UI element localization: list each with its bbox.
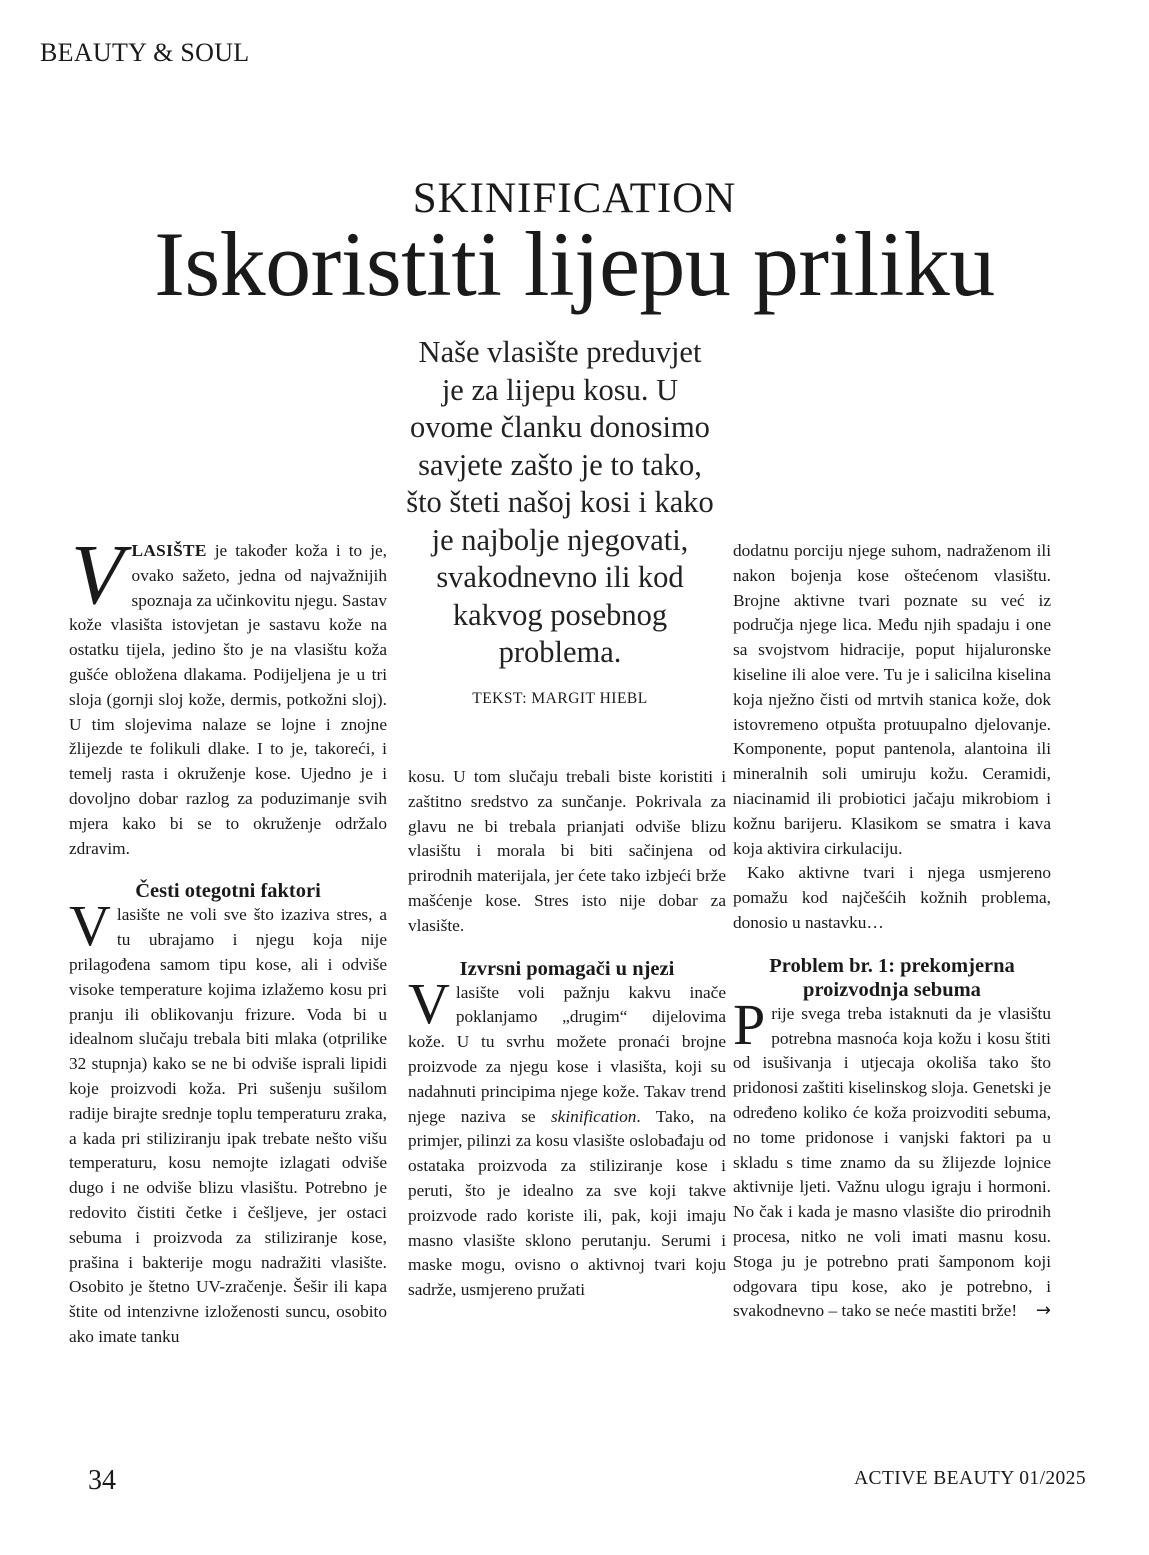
subheading-helpers: Izvrsni pomagači u njezi [459,957,675,980]
drop-cap: V [71,526,124,622]
subheading-factors: Česti otegotni faktori [135,880,321,903]
article-lead: Naše vlasište preduvjet je za lijepu kosu. U ovome članku donosimo savjete zašto je to tako, što šteti našoj kosi i kako je najbolje njegovati, svakodnevno ili kod kakvog posebnog problema. [406,335,714,669]
paragraph-text: lasište voli pažnju kakvu inače poklanjamo „drugim“ dijelovima kože. U tu svrhu možete pronaći brojne proizvode za njegu kose i vlasišta, koji su nadahnuti principima njege kože. Takav trend njege naziva se [408,982,726,1126]
article-title: Iskoristiti lijepu priliku [154,213,995,315]
magazine-issue: ACTIVE BEAUTY 01/2025 [854,1468,1086,1489]
intro-paragraph [69,526,387,861]
column-1 [69,526,387,1350]
paragraph-helpers [408,970,726,1303]
paragraph-active-ingredients: dodatnu porciju njege suhom, nadraženom ili nakon bojenja kose oštećenom vlasištu. Brojne aktivne tvari poznate su već iz područja njege lica. Među njih spadaju i one sa svojstvom hidracije, poput hijaluronske kiseline ili aloe vere. Tu je i salicilna kiselina koja nježno čisti od mrtvih stanica kože, dok istovremeno otpušta protuupalno djelovanje. Komponente, poput pantenola, alantoina ili mineralnih soli umiruju kožu. Ceramidi, niacinamid ili probiotici jačaju mikrobiom i kožnu barijeru. Klasikom se smatra i kava koja aktivira cirkulaciju. [733,541,1051,858]
drop-cap: P [733,991,766,1057]
drop-cap: V [69,893,111,959]
page-number: 34 [88,1465,116,1496]
paragraph-text: . Tako, na primjer, pilinzi za kosu vlasište oslobađaju od ostataka proizvoda za stiliziranje kose i peruti, što je idealno za sve koji takve proizvode rado koriste ili, pak, koji imaju masno vlasište sklono perutanju. Serumi i maske mogu, ovisno o aktivnoj tvari koju sadrže, usmjereno pružati [408,1106,726,1300]
paragraph-continued: kosu. U tom slučaju trebali biste koristiti i zaštitno sredstvo za sunčanje. Pokrivala za glavu ne bi trebala prianjati odviše blizu vlasištu i morala bi biti sačinjena od prirodnih materijala, jer ćete tako izbjeći brže mašćenje kose. Stres isto nije dobar za vlasište. [408,767,726,935]
paragraph-text: lasište ne voli sve što izaziva stres, a tu ubrajamo i njegu koja nije prilagođena samom tipu kose, ali i odviše visoke temperature kojima izlažemo kosu pri pranju ili oblikovanju frizure. Voda bi u idealnom slučaju trebala biti mlaka (otprilike 32 stupnja) kako se ne bi odviše isprali lipidi koje proizvodi koža. Pri sušenju sušilom radije birajte srednje toplu temperaturu zraka, a kada pri stiliziranju ipak trebate nešto višu temperaturu, kosu nemojte izlagati odviše dugo i ne odviše blizu vlasištu. Potrebno je redovito čistiti četke i češljeve, jer ostaci sebuma i proizvoda za stiliziranje kose, prašina i bakterije mogu nadražiti vlasište. Osobito je štetno UV-zračenje. Šešir ili kapa štite od intenzivne izloženosti suncu, osobito ako imate tanku [69,905,387,1346]
paragraph-transition: Kako aktivne tvari i njega usmjereno pomažu kod najčešćih kožnih problema, donosio u nastavku… [733,863,1051,932]
article-byline: TEKST: MARGIT HIEBL [472,690,648,707]
paragraph-factors [69,893,387,1349]
article-kicker: SKINIFICATION [412,175,737,222]
column-3 [733,539,1051,1324]
intro-text: je također koža i to je, ovako sažeto, jedna od najvažnijih spoznaja za učinkovitu njegu. Sastav kože vlasišta istovjetan je sastavu kože na ostatku tijela, jedino što je na vlasištu koža gušće obložena dlakama. Podijeljena je u tri sloja (gornji sloj kože, dermis, potkožni sloj). U tim slojevima nalaze se lojne i znojne žlijezde te folikuli dlake. I to je, takoreći, i temelj rasta i okruženje kose. Ujedno je i dovoljno dobar razlog za poduzimanje svih mjera kako bi se to okruženje održalo zdravim. [69,541,387,858]
column-2 [408,765,726,1303]
emphasis-term: skinification [550,1106,637,1126]
drop-cap: V [408,970,450,1036]
subheading-problem-1: Problem br. 1: prekomjerna proizvodnja sebuma [769,954,1015,1001]
intro-word: LASIŠTE [131,541,207,560]
paragraph-sebum [733,991,1051,1324]
continue-arrow-icon: → [1035,1300,1051,1322]
section-label: BEAUTY & SOUL [40,38,250,67]
paragraph-text: rije svega treba istaknuti da je vlasištu potrebna masnoća koja kožu i kosu štiti od isušivanja i utjecaja okoliša tako što pridonosi zaštiti kiselinskog sloja. Genetski je određeno koliko će koža proizvoditi sebuma, no tome pridonose i vanjski faktori pa u skladu s time znamo da su žlijezde lojnice aktivnije ljeti. Važnu ulogu igraju i hormoni. No čak i kada je masno vlasište dio prirodnih procesa, nitko ne voli imati masnu kosu. Stoga ju je potrebno prati šamponom koji odgovara tipu kose, ako je potrebno, i svakodnevno – tako se neće mastiti brže! [733,1003,1051,1321]
